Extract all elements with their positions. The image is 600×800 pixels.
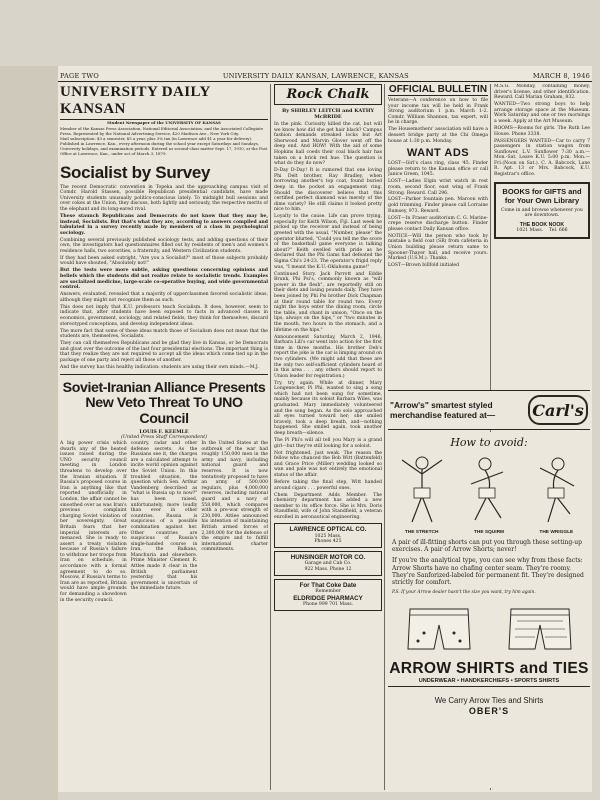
masthead-subtitle: Student Newspaper of the UNIVERSITY OF KANSAS (107, 120, 221, 125)
editorial-paragraph: This does not imply that K.U. professors teach Socialism. It does, however, seem to indicate that, after students have been exposed to facts in advanced classes in economics, government, sociology, and related fields, they think for themselves, discard stereotyped conceptions, and develop independent ideas. (60, 304, 268, 327)
carls-logo (528, 395, 588, 425)
want-ad: LOST—In Fraser auditorium C. G. Marine-crepe reserve discharge button. Finder please contact Daily Kansan office. (388, 215, 488, 232)
column-classifieds (494, 84, 590, 388)
rock-chalk-paragraph: The Pi Phi's will all tell you Mary is a grand girl—but they're still looking for a soloist. (274, 438, 382, 449)
figure-row (388, 451, 590, 535)
arrow-banner (388, 390, 590, 430)
paper-name: UNIVERSITY DAILY KANSAN, LAWRENCE, KANSAS (222, 72, 409, 80)
arrow-shorts-ad (388, 432, 590, 788)
want-ad: LOST—Parker fountain pen. Maroon with gold trimming. Finder please call Lorraine Rumsey, 973. Reward. (388, 197, 488, 214)
figure-caption: THE WRIGGLE (539, 530, 574, 535)
want-ad: ROOMS—Rooms for girls. The Ruth Lee House. Phone 3338. (494, 125, 590, 137)
ad-line: Garage and Cab Co. (304, 561, 352, 567)
editorial-paragraph: They can call themselves Republicans and be glad they live in Kansas, or be Democrats and gloat over the outcome of the last four presidential elections. The important thing is that they realize they are not required to accept all the ideas which come tied up in the package of one party and reject all those of another. (60, 341, 268, 363)
optical-ad (274, 523, 382, 548)
divider (60, 374, 268, 375)
editorial-paragraph: Combining several previously published sociology tests, and adding questions of their own, the investigators had questionnaires filled out by residents of men's and women's residence halls, two sororities, a fraternity, and Western Civilization students. (60, 237, 268, 254)
editorial-paragraph: If they had been asked outright, "Are you a Socialist?" most of those subjects probably would have shouted, "Absolutely not!" (60, 255, 268, 267)
editorial-paragraph: Answers, evaluated, revealed that a majority of upperclassmen favored socialistic ideas, although they might not recognize them as such. (60, 292, 268, 303)
soviet-column: A big power crisis which dwarfs any of the heated issues raised during the UNO security council meeting in London threatens to develop over the Iranian situation. If Russia's proposed course in Iran is anything like that reported unofficially in London, the affair cannot be smoothed over as was Iran's previous complaint charging Soviet violation of her sovereignty. Great Britain fears that her imperial interests are menaced. She is ready to assert a treaty violation because of Russia's failure to withdraw her troops from Iran on schedule, in accordance with a formal agreement to do so. Moscow, if Russia's terms to Iran are as reported, Britain would have ample grounds for demanding a showdown in the security council. (60, 441, 127, 603)
ad-line: Phones 425 (314, 539, 342, 545)
shorts-illustration (388, 600, 590, 656)
editorial-paragraph: But the tests were more subtle, asking questions concerning opinions and beliefs which the students did not realize relate to socialistic trends. Examples are socialized medicine, large-scale co-operative buying, and wide governmental control. (60, 268, 268, 291)
bulletin-item: Veterans—A conference on how to file your income tax will be held in Frank Strong auditorium 1 p.m. March 1-2. Comdr. William Shannon, tax expert, will be in charge. (388, 98, 488, 126)
bulletin-item: The Housemothers' association will have a dessert bridge party at the Chi Omega house at 1:30 p.m. Monday. (388, 127, 488, 144)
book-nook-street: 1021 Mass. (516, 228, 544, 234)
shorts-icon (404, 603, 474, 653)
book-nook-ad (494, 182, 590, 239)
want-ads-title: WANT ADS (406, 147, 470, 160)
wriggle-figure (530, 454, 582, 535)
column-bulletin (388, 84, 488, 388)
bulletin-title: OFFICIAL BULLETIN (388, 84, 488, 95)
rock-chalk-paragraph: D-Day D-Day! It is rumored that one loving Phi Delt brother, Ray Bradley, when borrowing another's top coat, found buried deep in the pocket an engagement ring. Should the discoverer believe that this certified perfect diamond was merely of the dime variety? He still claims it looked pretty nice to him. (274, 168, 382, 213)
arrow-product-line: UNDERWEAR • HANDKERCHIEFS • SPORTS SHIRTS (388, 678, 590, 687)
book-nook-line: Come in and browse whenever you are downtown. (501, 207, 583, 219)
rock-chalk-paragraph: Not frightened, just weak. The reason the fellow who chanced the Bob Witt (Battenfeld) and Grace Price (Miller) wedding looked so wan and pale was not entirely the emotional status of the affair. (274, 450, 382, 478)
obers-ad (388, 695, 590, 717)
scan-border (0, 0, 600, 66)
want-ad: LOST—Ladies Elgin wrist watch in rest room, second floor, east wing of Frank Strong. Reward. Call 296. (388, 179, 488, 196)
ad-title: HUNSINGER MOTOR CO. (290, 554, 366, 562)
soviet-column: In the United States at the outbreak of the war had roughly 150,000 men in the army and navy, including national guard and reserves. It is now tentatively proposed to have an army of 500,000 regulars, plus 4,000,000 reserves, including national guard and a navy of 558,000, which compares with a pre-war strength of 230,000. Attlee announced his intention of maintaining British armed forces of 2,300,000 for the defense of the empire and to fulfill international charter commitments. (201, 441, 268, 553)
ad-title: For That Coke Date (299, 581, 357, 589)
figure-caption: THE STRETCH (404, 530, 439, 535)
soviet-headline: Soviet-Iranian Alliance Presents New Veto Threat To UNO Council (62, 379, 266, 427)
arrow-body-text: A pair of ill-fitting shorts can put you through these setting-up exercises. A pair of Arrow Shorts; never! (392, 539, 582, 554)
editorial-paragraph: These staunch Republicans and Democrats do not know that they may be, instead, Socialists. But that's what they are, according to answers compiled and tabulated in a survey recently made by members of a class in psychological sociology. (60, 213, 268, 236)
ad-line: Remember (315, 589, 341, 595)
want-ad: PASSENGERS WANTED—Car to carry 7 passengers in station wagon from Sunflower, L.V. Sunflower 7:30 a.m.—Mon.-Sat. Leave K.U. 5:00 p.m. Mon.—Fri.(Noon on Sat.). C. A. Babcock, Lane R. Apt. 13 or Mrs. Babcock, K.U. Registrar's office. (494, 138, 590, 178)
motor-ad (274, 551, 382, 576)
column-rule (384, 84, 385, 790)
column-rule (270, 84, 271, 790)
arrow-body-text: If you're the analytical type, you can see why from these facts: Arrow Shorts have no chafing center seam. They're roomy. They're Sanforized-labeled for permanent fit. They're designed strictly for comfort. (392, 557, 584, 587)
ad-title: LAWRENCE OPTICAL CO. (289, 526, 367, 534)
stretch-figure (396, 454, 448, 535)
want-ad: M.S.G. Monday, containing money, driver's license, and other identification. Reward. Call Marian Graham, 832. (494, 84, 590, 101)
rock-chalk-paragraph: Try, try again. While at dinner, Mary Longenecker, Pi Phi, wanted to sing a song which had not been sung for sometime, mainly because its soloist Barbara Wiles, was graduated. Mary immediately volunteered and the song began. As the solo approached all eyes turned toward her; she smiled bravely, took a deep breath, and—nothing happened. She smiled again, took another deep breath—silence. (274, 380, 382, 437)
book-nook-title: BOOKS for GIFTS and for Your Own Library (502, 186, 582, 205)
editorial-paragraph: And the survey has this healthy indication: students are using their own minds.—M.J. (60, 364, 259, 370)
book-nook-address (498, 228, 586, 234)
newspaper-page (58, 66, 592, 792)
page-margin (0, 0, 58, 800)
rock-chalk-byline: By SHIRLEY LEITCH and KATHY McBRIDE (281, 108, 375, 120)
want-ad: NOTICE—Will the person who took by mistake a field coat (SR) from cafeteria in Union building please return same to Spooner-Thayer hall, and receive yours. Marked (U.S.M.). Thanks. (388, 233, 488, 262)
obers-carry: We Carry Arrow Ties and Shirts (434, 695, 544, 705)
masthead-mail: Mail subscription: $3 a semester, $5 a year, plus 3% tax (in Lawrence add $1 a year for delivery). Published in Lawrence, Kan., every afternoon during the school year except Saturdays and Sundays, University holidays, and examination periods. Entered as second-class matter Sept. 17, 1910, at the Post Office at Lawrence, Kan., under act of March 3, 1879. (60, 136, 268, 156)
ad-line: 922 Mass. Phone 12 (304, 567, 352, 573)
masthead-member: Member of the Kansas Press Association, National Editorial Association, and the Associated Collegiate Press. Represented by the National Advertising Service, 420 Madison Ave., New York City. (60, 125, 264, 136)
shorts-icon (505, 603, 575, 653)
rock-chalk-paragraph: Continued Story. Jack Parrott and Eddie Brunk, Phi Psi's, commonly known as "will power in the flesh", are reportedly still on their diets and losing pounds daily. They have been joined by Phi Psi brother Dick Chapman at their round table for round two. Every night the boys enter the dining room, circle the table, and chant in unison, "Once on the lips, always on the hips," or "two minutes in the mouth, two hours in the stomach, and a lifetime on the hips." (274, 271, 382, 333)
rock-chalk-title: Rock Chalk (274, 84, 382, 105)
rock-chalk-paragraph: In the pink. Curiosity killed the cat, but will we know how did she get hair black? Campus fashion demands streaked locks but Art Sherwood and Marvin Glover went off the deep end. And HOW! With the aid of some Hopkins hall coeds their coal black hair has taken on a brick red hue. The question is what do they do now? (274, 122, 382, 167)
obers-name: OBER'S (468, 705, 510, 716)
arrow-shirts-title: ARROW SHIRTS and TIES (389, 659, 589, 677)
want-ad: WANTED—Two strong boys to help arrange storage space at the Museum. Work Saturday and one or two mornings a week. Apply at the Art Museum. (494, 102, 590, 124)
column-editorial (60, 84, 268, 790)
editorial-paragraph: The recent Democratic convention in Topeka and the approaching campus visit of Comdr. Harold Stassen, possible Republican presidential candidate, have made University students unusually politics-conscious lately. To midnight bull sessions and over cokes at the Union, they discuss, both lightly and seriously, the respective merits of the elephant and its long-eared rival. (60, 184, 268, 212)
rock-chalk-paragraph: Announcement Saturday, March 2, 1946, Barbara Lill's car went into action for the first time in three months. His brother Deb's report the joke is the car is limping around on two cylinders. (We might add that these are the only two self-sufficient cylinders heard of in this area . . . any others should report to Union leader for registration.) (274, 334, 382, 379)
page-number: PAGE TWO (60, 72, 99, 80)
arrow-ps: P.S. If your Arrow dealer hasn't the size you want, try him again. (392, 590, 536, 596)
squirm-figure (463, 454, 515, 535)
issue-date: MARCH 8, 1946 (532, 72, 590, 80)
masthead-title: UNIVERSITY DAILY KANSAN (60, 84, 268, 120)
editorial-headline: Socialist by Survey (60, 162, 211, 182)
ad-line: Phone 999 701 Mass. (302, 602, 354, 608)
pharmacy-ad (274, 579, 382, 611)
soviet-byline: LOUIS F. KEEMLE (139, 429, 189, 435)
rock-chalk-paragraph: Loyalty to the cause. Life can prove trying, especially for Keith Wilson, Fiji. Last week he picked up the receiver and instead of being greeted with the usual, "Number, please" the operator blurted, "Could you tell me the score of the basketball game everyone is talking about?" Keith swelled with pride as he declared that the Phi Gams had defeated the Sigma Chi's 24-23. The operator's frigid reply was, "I meant the K.U.-Oklahoma game!" (274, 214, 382, 270)
stretch-figure-icon (396, 454, 448, 526)
book-nook-name: THE BOOK NOOK (519, 221, 565, 228)
want-ad: LOST—Brown billfold initialed (388, 263, 460, 269)
avoid-title: How to avoid: (450, 436, 528, 449)
column-rock-chalk (274, 84, 382, 790)
arrow-banner-text: "Arrow's" smartest styled merchandise featured at— (390, 400, 496, 420)
ad-line: 1025 Mass. (314, 533, 342, 539)
carls-logo-text: Carl's (532, 400, 584, 420)
soviet-columns (60, 441, 268, 605)
want-ad: LOST—Girl's class ring, class '45. Finder please return to the Kansan office or call Janice Green, 1045. (388, 161, 488, 178)
rock-chalk-paragraph: Before taking the final step, Witt handed around cigars . . . powerful ones. (274, 479, 382, 491)
running-head (58, 72, 592, 82)
book-nook-phone: Tel. 666 (549, 228, 568, 234)
ad-title: ELDRIDGE PHARMACY (293, 594, 363, 602)
editorial-paragraph: The more fact that some of these ideas match those of Socialism does not mean that the students are, themselves, Socialists. (60, 328, 268, 340)
soviet-byline-sub: (United Press Staff Correspondent) (121, 435, 207, 440)
rock-chalk-paragraph: Chem Department Adds Member. The chemistry department has added a new member to its office force. She is Mrs. Doris Standfield, wife of John Standfield, a veteran enrolled in aeronautical engineering. (274, 492, 382, 520)
figure-caption: THE SQUIRM (473, 530, 505, 535)
squirm-figure-icon (463, 454, 515, 526)
soviet-column: country, radar and other defense secrets. As the Russians see it, the charges are a calculated attempt to incite world opinion against the Soviet Union. In this troubled situation, the question which Sen. Arthur Vandenberg described as "what is Russia up to now?" has been raised, unfortunately, more loudly than ever in other countries. Russia is suspicious of a possible combination against her. Other countries are suspicious of Russia's single-handed course in Iran, the Balkans, Manchuria and elsewhere. Prime Minister Clement R. Attlee made it clear in the British parliament yesterday that his government is uncertain of the immediate future. (130, 441, 198, 592)
wriggle-figure-icon (530, 454, 582, 526)
